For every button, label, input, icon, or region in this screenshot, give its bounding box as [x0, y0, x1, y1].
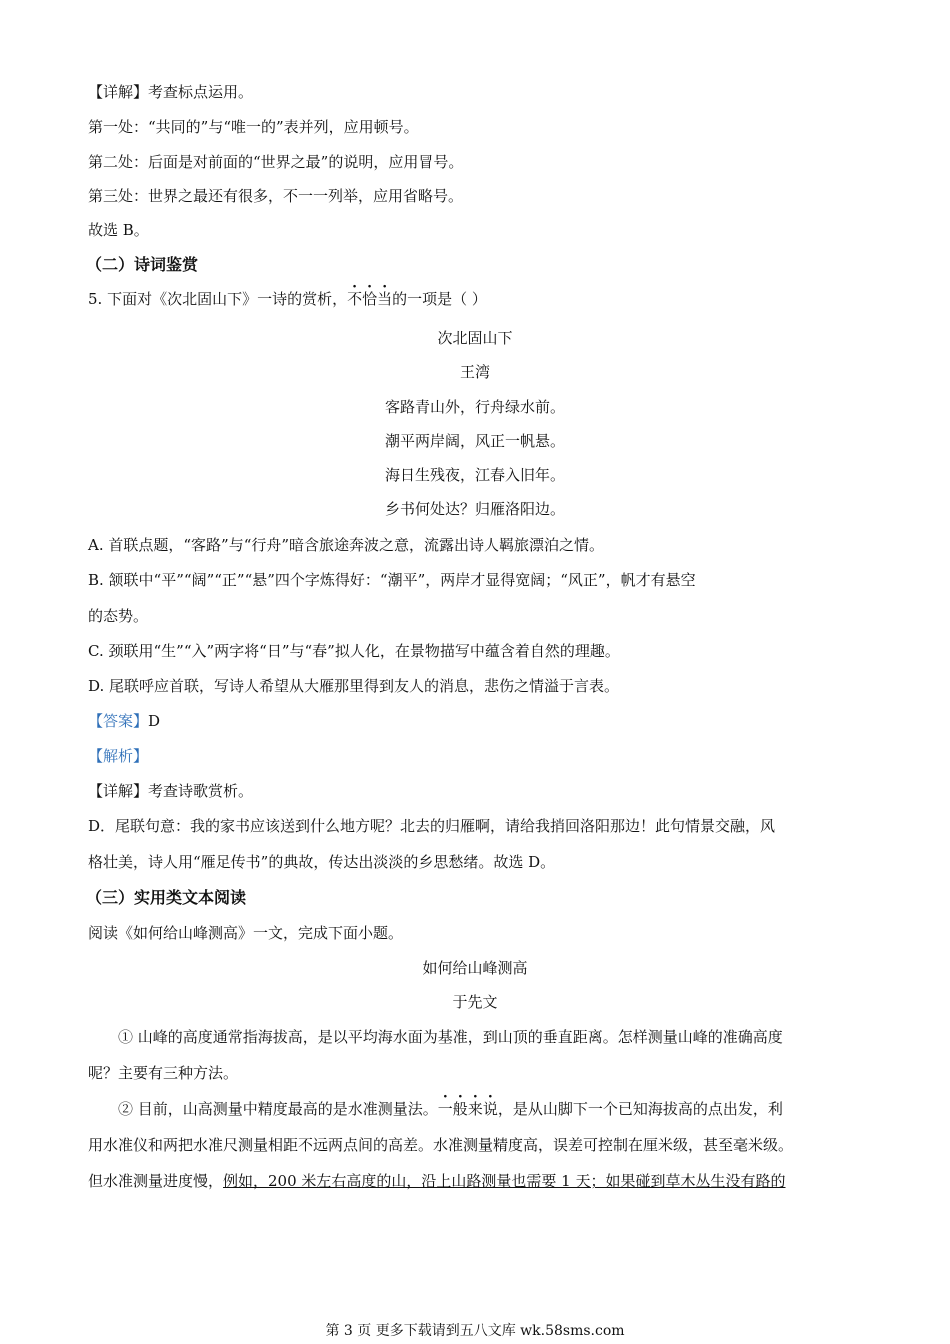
question-5	[88, 289, 870, 309]
answer-value: D	[148, 712, 161, 730]
emphasis-char: 恰	[362, 290, 378, 308]
choose-answer: 故选 B。	[88, 221, 149, 239]
emphasis-char: 不	[347, 290, 363, 308]
answer-line	[88, 711, 870, 731]
paragraph-1-line2: 呢？主要有三种方法。	[88, 1064, 239, 1082]
explanation-second: 第二处：后面是对前面的“世界之最”的说明，应用冒号。	[88, 153, 464, 171]
paragraph-2-line1	[118, 1099, 870, 1119]
poem-title: 次北固山下	[437, 329, 513, 347]
emphasis-char: 一	[437, 1100, 453, 1118]
option-b-line2: 的态势。	[88, 607, 149, 625]
option-c: C. 颈联用“生”“入”两字将“日”与“春”拟人化，在景物描写中蕴含着自然的理趣。	[88, 642, 620, 660]
explanation-third: 第三处：世界之最还有很多，不一一列举，应用省略号。	[88, 187, 464, 205]
paragraph-2-line2: 用水准仪和两把水准尺测量相距不远两点间的高差。水准测量精度高，误差可控制在厘米级，甚至毫米级。	[88, 1136, 794, 1154]
reading-intro: 阅读《如何给山峰测高》一文，完成下面小题。	[88, 924, 404, 942]
paragraph-text: ，是从山脚下一个已知海拔高的点出发，利	[497, 1100, 783, 1118]
question-prefix: 5. 下面对《次北固山下》一诗的赏析，	[88, 290, 348, 308]
emphasis-char: 来	[467, 1100, 483, 1118]
answer-label: 【答案】	[88, 712, 149, 730]
paragraph-2-line3	[88, 1171, 870, 1191]
underlined-text: 例如，200 米左右高度的山，沿上山路测量也需要 1 天；如果碰到草木丛生没有路的	[223, 1172, 786, 1190]
detail-poetry: 【详解】考查诗歌赏析。	[88, 782, 254, 800]
article-title: 如何给山峰测高	[422, 959, 528, 977]
analysis-label: 【解析】	[88, 747, 149, 765]
page-footer: 第 3 页 更多下载请到五八文库 wk.58sms.com	[325, 1323, 625, 1339]
poem-line: 潮平两岸阔，风正一帆悬。	[384, 432, 565, 450]
poem-line: 乡书何处达？归雁洛阳边。	[384, 500, 565, 518]
paragraph-1-line1: ① 山峰的高度通常指海拔高，是以平均海水面为基准，到山顶的垂直距离。怎样测量山峰的准确高度	[118, 1028, 783, 1046]
explanation-d-line1: D．尾联句意：我的家书应该送到什么地方呢？北去的归雁啊，请给我捎回洛阳那边！此句情景交融，风	[88, 817, 776, 835]
explanation-d-line2: 格壮美，诗人用“雁足传书”的典故，传达出淡淡的乡思愁绪。故选 D。	[88, 853, 556, 871]
detail-punctuation: 【详解】考查标点运用。	[88, 83, 254, 101]
article-author: 于先文	[452, 993, 498, 1011]
emphasis-char: 说	[482, 1100, 498, 1118]
emphasis-char: 般	[452, 1100, 468, 1118]
section-heading-practical: （三）实用类文本阅读	[86, 888, 247, 907]
explanation-first: 第一处：“共同的”与“唯一的”表并列，应用顿号。	[88, 118, 419, 136]
poem-line: 海日生残夜，江春入旧年。	[384, 466, 565, 484]
poem-line: 客路青山外，行舟绿水前。	[384, 398, 565, 416]
section-heading-poetry: （二）诗词鉴赏	[86, 255, 199, 274]
option-a: A. 首联点题，“客路”与“行舟”暗含旅途奔波之意，流露出诗人羁旅漂泊之情。	[88, 536, 605, 554]
paragraph-text: ② 目前，山高测量中精度最高的是水准测量法。	[118, 1100, 438, 1118]
poem-author: 王湾	[459, 363, 490, 381]
option-d: D. 尾联呼应首联，写诗人希望从大雁那里得到友人的消息，悲伤之情溢于言表。	[88, 677, 620, 695]
paragraph-text: 但水准测量进度慢，	[88, 1172, 224, 1190]
emphasis-char: 当	[377, 290, 393, 308]
question-suffix: 的一项是（ ）	[392, 290, 487, 308]
option-b-line1: B. 颔联中“平”“阔”“正”“悬”四个字炼得好：“潮平”，两岸才显得宽阔；“风正”，帆才有悬空	[88, 571, 696, 589]
